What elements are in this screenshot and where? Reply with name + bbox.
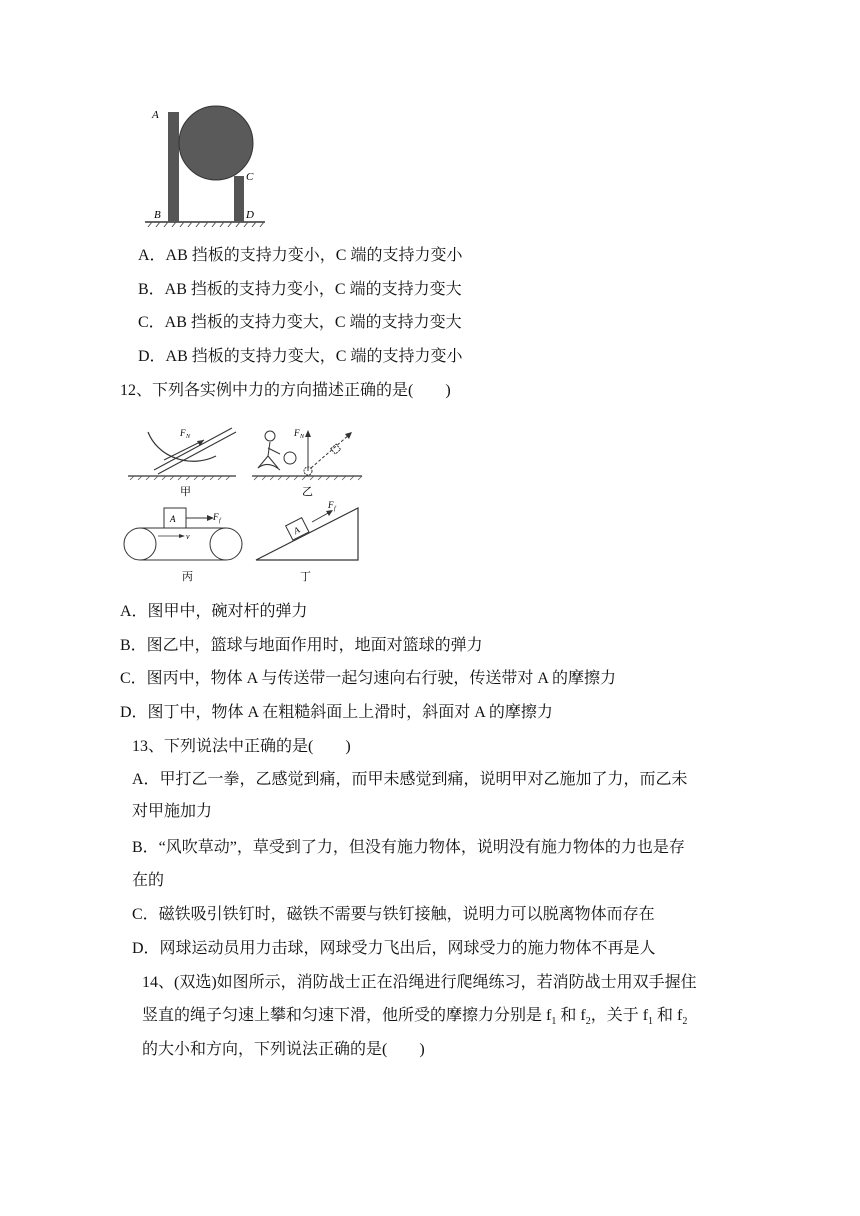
- q11-figure: [140, 100, 280, 230]
- q13-option-d: D．网球运动员用力击球，网球受力飞出后，网球受力的施力物体不再是人: [132, 940, 656, 957]
- svg-text:f: f: [219, 518, 221, 524]
- q12-option-b: B．图乙中，篮球与地面作用时，地面对篮球的弹力: [120, 637, 483, 654]
- caption-yi: 乙: [302, 486, 313, 498]
- fig-jia: [128, 428, 236, 498]
- q13-option-b-line1: B．“风吹草动”，草受到了力，但没有施力物体，说明没有施力物体的力也是存: [132, 839, 685, 856]
- q13-option-c: C．磁铁吸引铁钉时，磁铁不需要与铁钉接触，说明力可以脱离物体而存在: [132, 906, 655, 923]
- q12-option-d: D．图丁中，物体 A 在粗糙斜面上上滑时，斜面对 A 的摩擦力: [120, 704, 553, 721]
- label-a: A: [152, 109, 159, 121]
- q14-line2: 竖直的绳子匀速上攀和匀速下滑，他所受的摩擦力分别是 $f_1$ 和 $f_2$，关于 $f_1$ 和 $f_2$: [142, 1007, 688, 1028]
- q14-line1: 14、(双选)如图所示，消防战士正在沿绳进行爬绳练习，若消防战士用双手握住: [142, 974, 697, 991]
- fig-yi: [252, 428, 362, 498]
- q12-option-a: A．图甲中，碗对杆的弹力: [120, 603, 308, 620]
- svg-text:A: A: [291, 524, 302, 537]
- fn-label: F: [180, 428, 186, 438]
- fig-bing: [124, 508, 242, 583]
- q13-stem: 13、下列说法中正确的是( ): [132, 738, 351, 755]
- svg-text:N: N: [186, 434, 191, 440]
- label-d: D: [246, 209, 254, 221]
- q13-option-a-line2: 对甲施加力: [132, 803, 213, 820]
- q11-option-d: D．AB 挡板的支持力变大，C 端的支持力变小: [138, 348, 463, 365]
- caption-jia: 甲: [180, 486, 191, 498]
- q11-option-c: C．AB 挡板的支持力变大，C 端的支持力变大: [138, 314, 462, 331]
- caption-bing: 丙: [182, 571, 193, 583]
- svg-text:N: N: [300, 434, 305, 440]
- svg-text:F: F: [294, 428, 300, 438]
- svg-text:A: A: [170, 514, 176, 524]
- q11-option-b: B．AB 挡板的支持力变小，C 端的支持力变大: [138, 281, 462, 298]
- q13-option-b-line2: 在的: [132, 872, 165, 889]
- svg-text:F: F: [213, 512, 219, 522]
- q13-option-a-line1: A．甲打乙一拳，乙感觉到痛，而甲未感觉到痛，说明甲对乙施加了力，而乙未: [132, 771, 688, 788]
- ball: [179, 106, 253, 180]
- board-ab: [168, 112, 179, 222]
- label-b: B: [154, 209, 161, 221]
- svg-text:F: F: [328, 500, 334, 510]
- fig-ding: [256, 500, 358, 583]
- caption-ding: 丁: [300, 571, 311, 583]
- q12-option-c: C．图丙中，物体 A 与传送带一起匀速向右行驶，传送带对 A 的摩擦力: [120, 670, 617, 687]
- q14-line3: 的大小和方向，下列说法正确的是( ): [142, 1041, 425, 1058]
- svg-text:f: f: [334, 506, 336, 512]
- q11-option-a: A．AB 挡板的支持力变小，C 端的支持力变小: [138, 247, 463, 264]
- post-cd: [234, 176, 244, 222]
- svg-text:v: v: [186, 532, 190, 541]
- q12-stem: 12、下列各实例中力的方向描述正确的是( ): [120, 382, 451, 399]
- q12-figure: [118, 416, 368, 586]
- label-c: C: [246, 171, 254, 183]
